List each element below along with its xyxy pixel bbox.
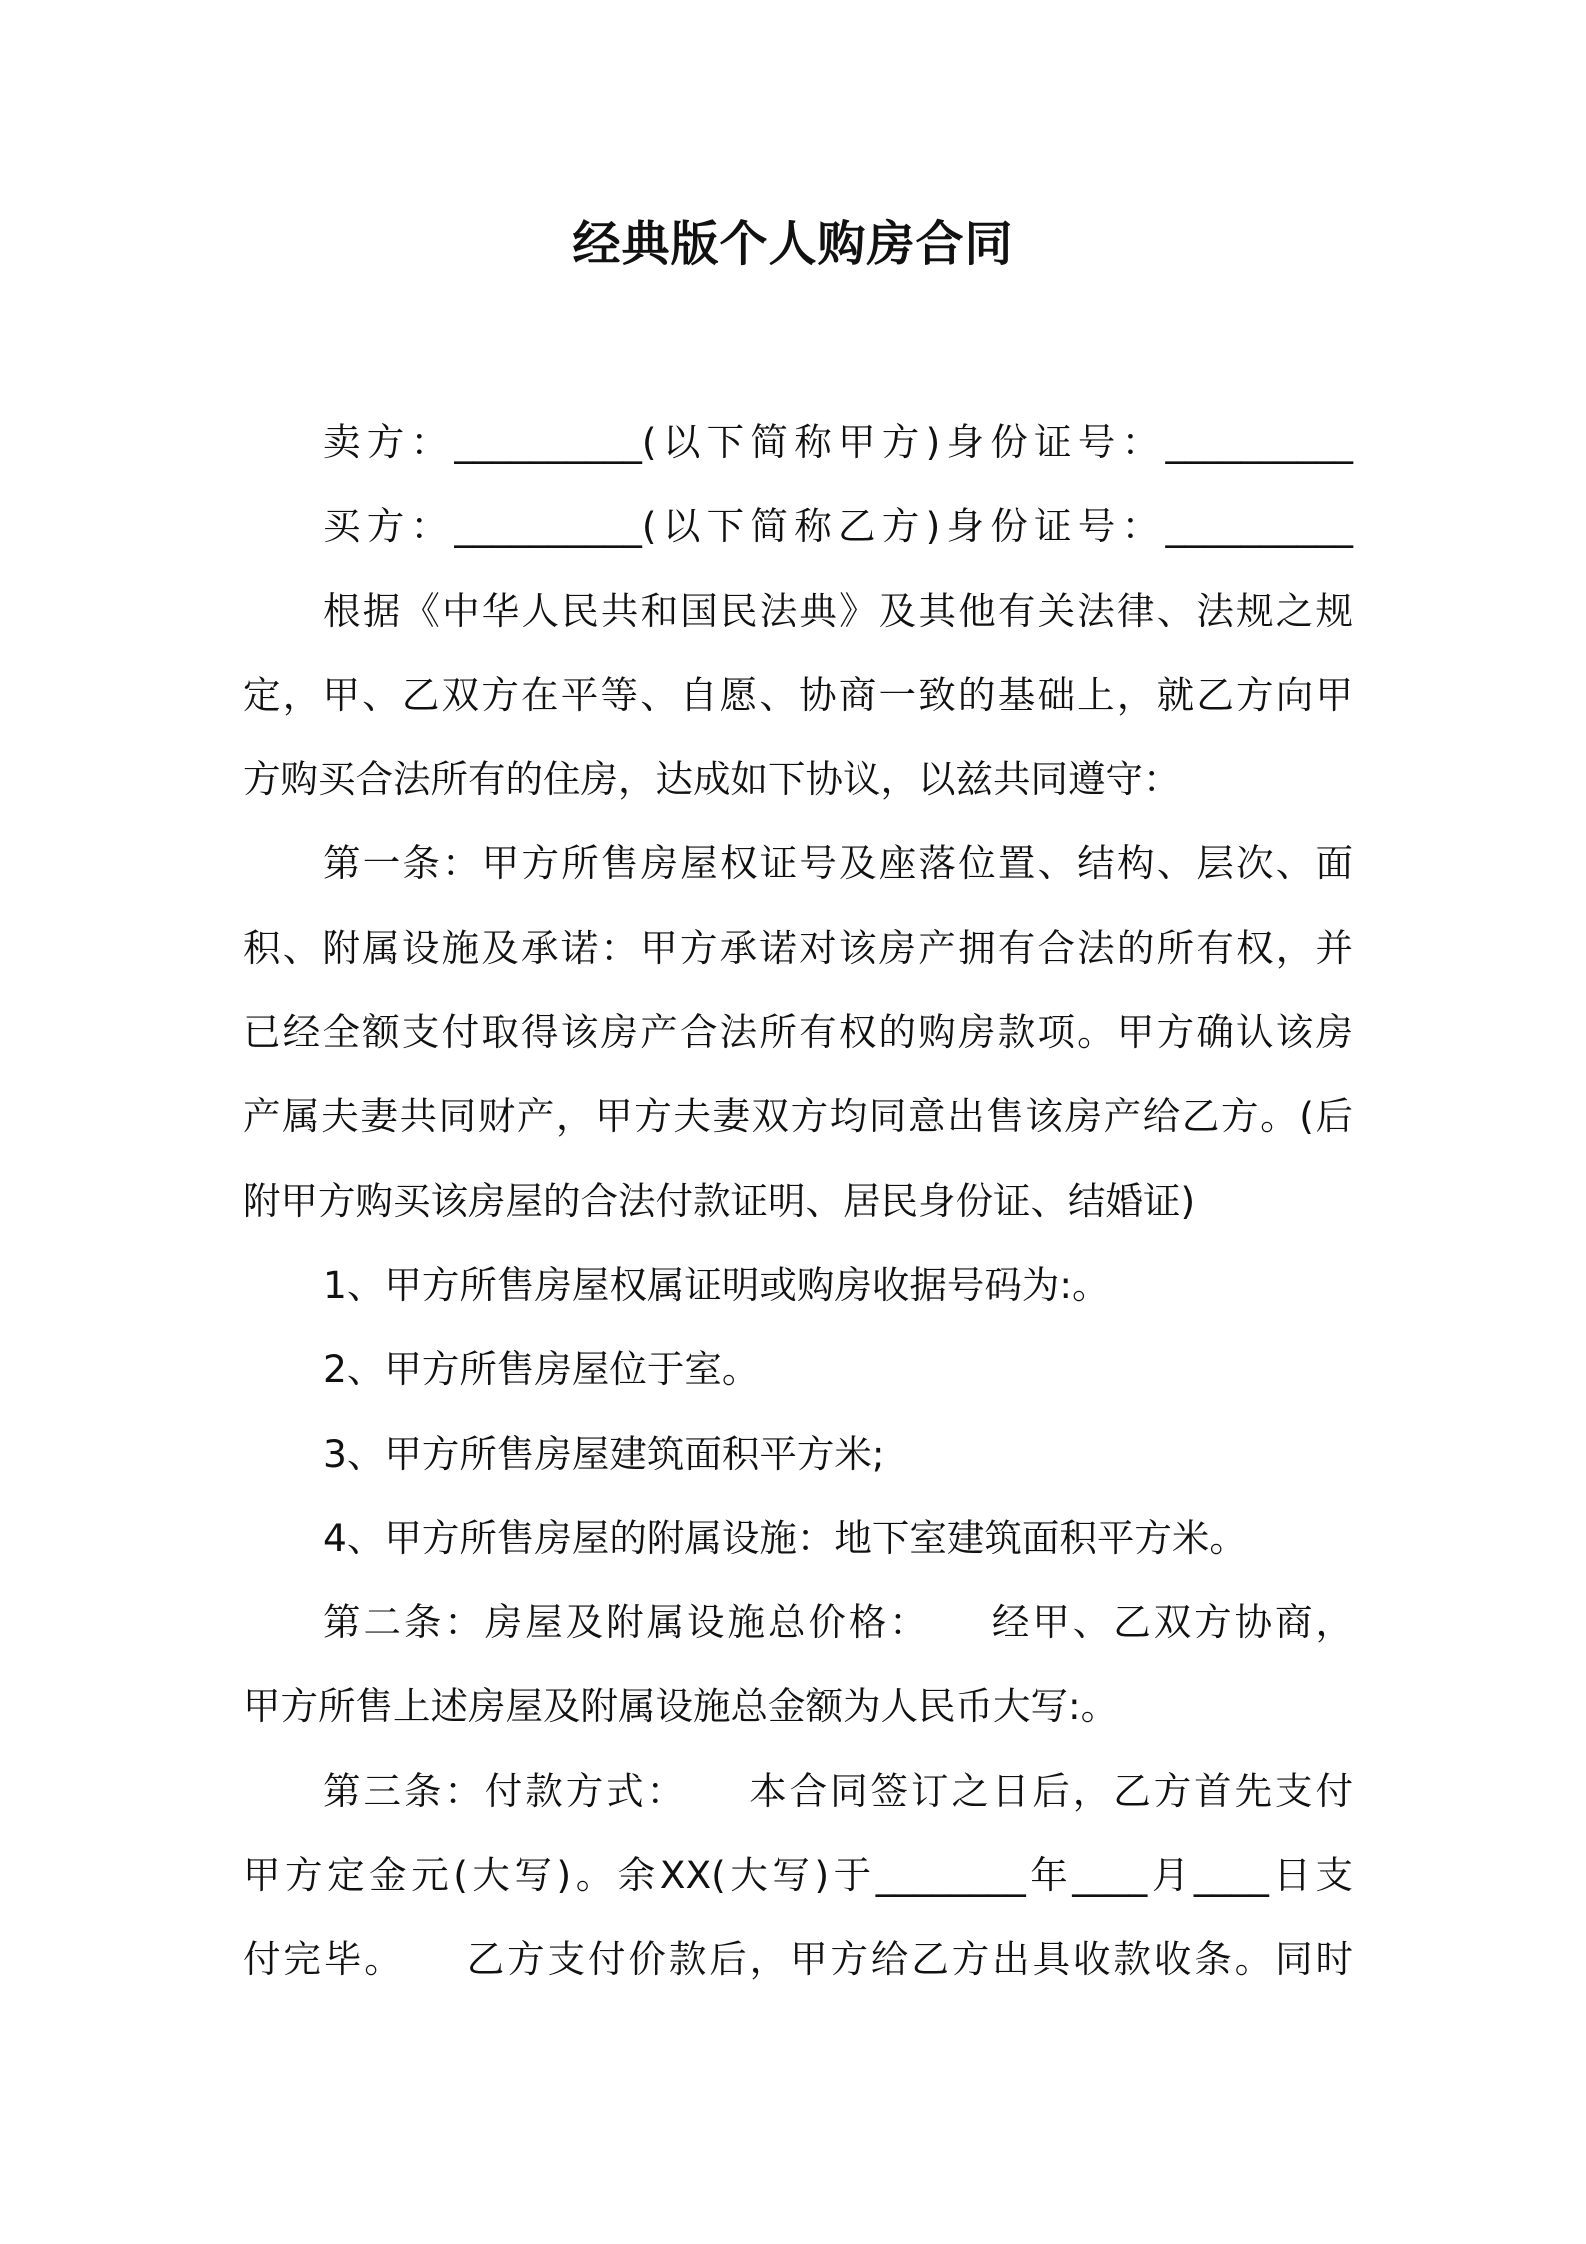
article-2-line: 甲方所售上述房屋及附属设施总金额为人民币大写:。	[243, 1684, 1119, 1729]
preamble-line: 根据《中华人民共和国民法典》及其他有关法律、法规之规	[323, 588, 1353, 633]
article-3-line: 付完毕。 乙方支付价款后，甲方给乙方出具收款收条。同时	[243, 1937, 1353, 1982]
seller-line: 卖方：__________(以下简称甲方)身份证号：__________	[323, 420, 1353, 464]
article-3-line: 甲方定金元(大写)。余XX(大写)于________年____月____日支	[243, 1853, 1353, 1898]
preamble-line: 方购买合法所有的住房，达成如下协议，以兹共同遵守：	[243, 757, 1181, 802]
article-3-line: 第三条：付款方式： 本合同签订之日后，乙方首先支付	[323, 1768, 1353, 1813]
article-1-item: 2、甲方所售房屋位于室。	[323, 1347, 760, 1392]
article-1-line: 积、附属设施及承诺：甲方承诺对该房产拥有合法的所有权，并	[243, 925, 1353, 970]
article-1-line: 已经全额支付取得该房产合法所有权的购房款项。甲方确认该房	[243, 1010, 1353, 1055]
article-1-item: 3、甲方所售房屋建筑面积平方米;	[323, 1431, 885, 1476]
article-1-line: 附甲方购买该房屋的合法付款证明、居民身份证、结婚证)	[243, 1178, 1196, 1223]
document-title: 经典版个人购房合同	[572, 216, 1014, 272]
preamble-line: 定，甲、乙双方在平等、自愿、协商一致的基础上，就乙方向甲	[243, 672, 1353, 717]
article-2-line: 第二条：房屋及附属设施总价格： 经甲、乙双方协商，	[323, 1600, 1353, 1645]
article-1-item: 4、甲方所售房屋的附属设施：地下室建筑面积平方米。	[323, 1515, 1247, 1560]
article-1-line: 产属夫妻共同财产，甲方夫妻双方均同意出售该房产给乙方。(后	[243, 1094, 1353, 1139]
article-1-item: 1、甲方所售房屋权属证明或购房收据号码为:。	[323, 1262, 1110, 1307]
document-body	[243, 400, 1353, 2002]
article-1-line: 第一条：甲方所售房屋权证号及座落位置、结构、层次、面	[323, 841, 1353, 886]
buyer-line: 买方：__________(以下简称乙方)身份证号：__________	[323, 504, 1353, 549]
